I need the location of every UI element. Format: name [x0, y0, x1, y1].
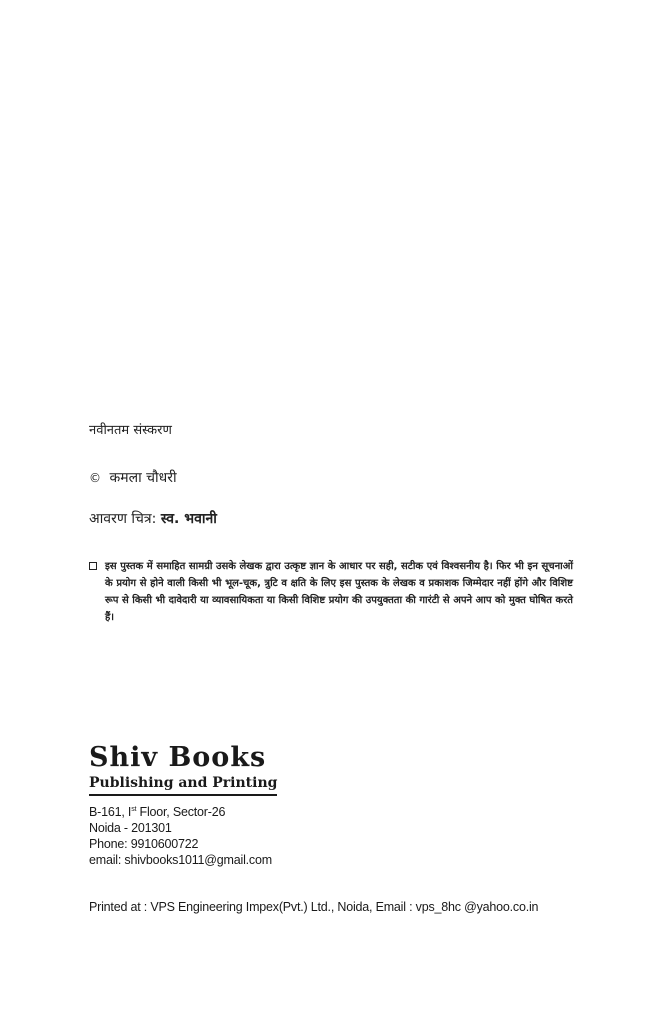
publisher-block — [89, 744, 277, 868]
square-bullet-icon — [89, 562, 97, 570]
publisher-address — [89, 802, 277, 868]
disclaimer — [89, 558, 573, 626]
publisher-email: email: shivbooks1011@gmail.com — [89, 853, 272, 867]
copyright-line — [89, 468, 177, 487]
address-city: Noida - 201301 — [89, 821, 172, 835]
disclaimer-text: इस पुस्तक में समाहित सामग्री उसके लेखक द्वारा उत्कृष्ट ज्ञान के आधार पर सही, सटीक एवं विश्वसनीय है। फिर भी इन सूचनाओं के प्रयोग से होने वाली किसी भी भूल-चूक, त्रुटि व क्षति के लिए इस पुस्तक के लेखक व प्रकाशक जिम्मेदार नहीं होंगे और विशिष्ट रूप से किसी भी दावेदारी या व्यावसायिकता या किसी विशिष्ट प्रयोग की उपयुक्तता की गारंटी से अपने आप को मुक्त घोषित करते हैं। — [105, 561, 573, 623]
address-street — [89, 802, 277, 820]
cover-credit-label: आवरण चित्र: — [89, 511, 157, 527]
publisher-tagline: Publishing and Printing — [89, 774, 277, 796]
publisher-logo: Shiv Books — [89, 742, 267, 773]
printer-line: Printed at : VPS Engineering Impex(Pvt.) Ltd., Noida, Email : vps_8hc @yahoo.co.in — [89, 900, 539, 914]
edition-text: नवीनतम संस्करण — [89, 423, 172, 438]
address-floor-sup: st — [131, 806, 137, 813]
copyright-holder: कमला चौधरी — [109, 470, 177, 486]
cover-credit — [89, 509, 217, 528]
cover-artist: स्व. भवानी — [160, 511, 217, 527]
publisher-phone: Phone: 9910600722 — [89, 837, 199, 851]
address-street-suffix: Floor, Sector-26 — [136, 805, 226, 819]
copyright-symbol: © — [89, 471, 101, 485]
address-street-prefix: B-161, I — [89, 805, 132, 819]
